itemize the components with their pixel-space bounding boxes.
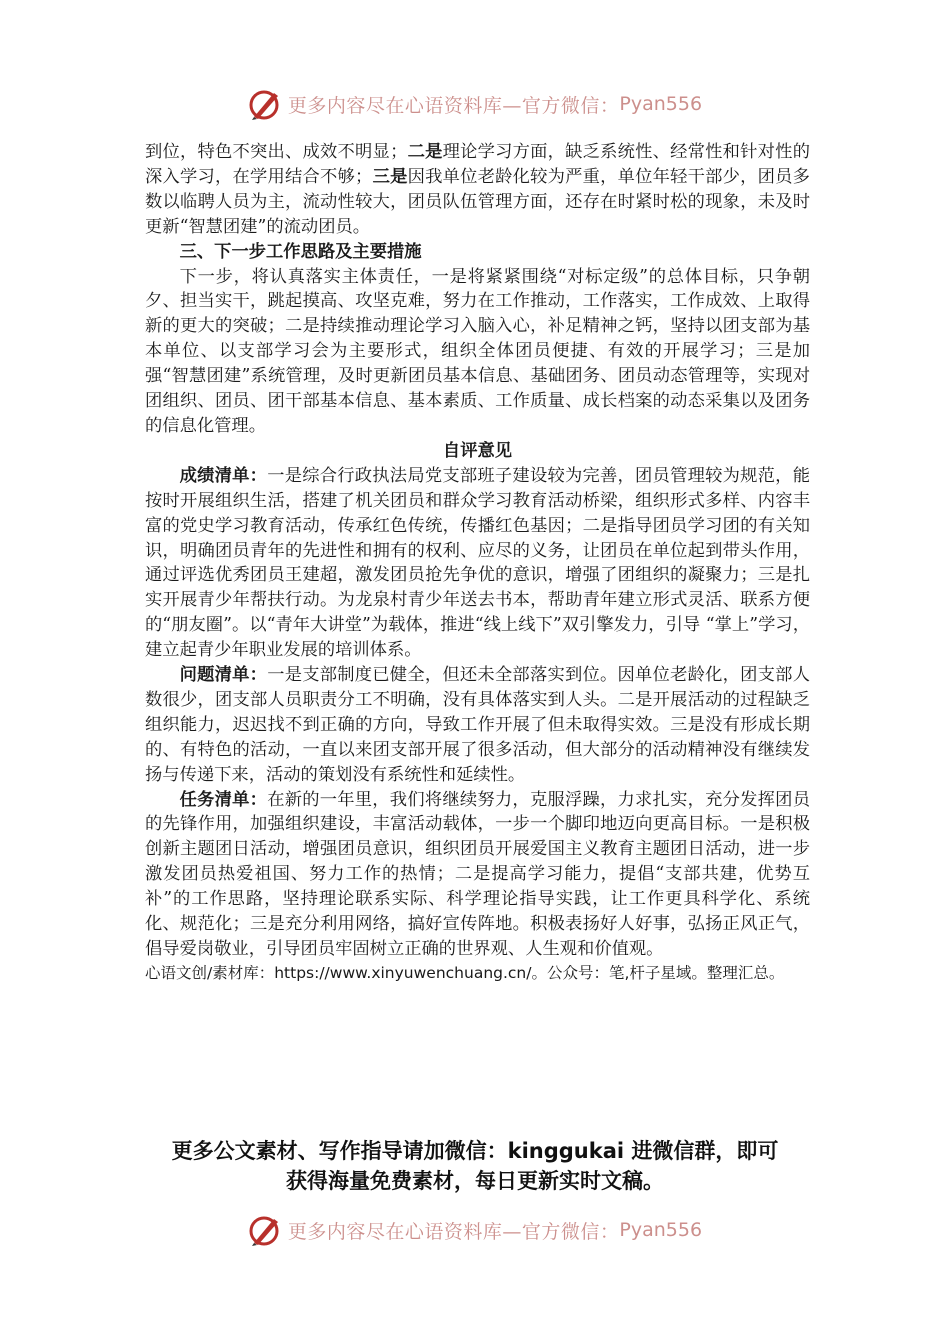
- continuation-paragraph: 到位，特色不突出、成效不明显；二是理论学习方面，缺乏系统性、经常性和针对性的深入学习，在学用结合不够；三是因我单位老龄化较为严重，单位年轻干部少，团员多数以临聘人员为主，流动性较大，团员队伍管理方面，还存在时紧时松的现象，未及时更新“智慧团建”的流动团员。: [145, 142, 810, 237]
- promo-line-2: 获得海量免费素材，每日更新实时文稿。: [286, 1169, 664, 1193]
- pen-logo-icon: [248, 1213, 282, 1247]
- section3-paragraph: 下一步，将认真落实主体责任，一是将紧紧围绕“对标定级”的总体目标，只争朝夕、担当实干，跳起摸高、攻坚克难，努力在工作推动，工作落实，工作成效、上取得新的更大的突破；二是持续推动理论学习入脑入心，补足精神之钙，坚持以团支部为基本单位、以支部学习会为主要形式，组织全体团员便捷、有效的开展学习；三是加强“智慧团建”系统管理，及时更新团员基本信息、基础团务、团员动态管理等，实现对团组织、团员、团干部基本信息、基本素质、工作质量、成长档案的动态采集以及团务的信息化管理。: [145, 266, 810, 436]
- banner-wechat-id: Pyan556: [619, 93, 703, 115]
- pen-logo-icon: [248, 87, 282, 121]
- footer-banner-text: 更多内容尽在心语资料库—官方微信：: [287, 1220, 620, 1243]
- source-note: 心语文创/素材库：https://www.xinyuwenchuang.cn/。公众号：笔,杆子星域。整理汇总。: [145, 963, 785, 982]
- section3-heading: 三、下一步工作思路及主要措施: [179, 241, 422, 262]
- document-body: [145, 140, 810, 984]
- self-eval-title: 自评意见: [442, 440, 513, 461]
- header-banner: [0, 84, 950, 124]
- achievements-label: 成绩清单：: [179, 465, 268, 486]
- promo-block: [130, 1136, 820, 1196]
- footer-banner-wechat-id: Pyan556: [619, 1219, 703, 1241]
- footer-banner: [0, 1210, 950, 1250]
- tasks-paragraph: 任务清单：在新的一年里，我们将继续努力，克服浮躁，力求扎实，充分发挥团员的先锋作用，加强组织建设，丰富活动载体，一步一个脚印地迈向更高目标。一是积极创新主题团日活动，增强团员意识，组织团员开展爱国主义教育主题团日活动，进一步激发团员热爱祖国、努力工作的热情；二是提高学习能力，提倡“支部共建，优势互补”的工作思路，坚持理论联系实际、科学理论指导实践，让工作更具科学化、系统化、规范化；三是充分利用网络，搞好宣传阵地。积极表扬好人好事，弘扬正风正气，倡导爱岗敬业，引导团员牢固树立正确的世界观、人生观和价值观。: [145, 789, 810, 959]
- promo-line-1: 更多公文素材、写作指导请加微信：kinggukai 进微信群，即可: [171, 1139, 779, 1163]
- achievements-paragraph: 成绩清单：一是综合行政执法局党支部班子建设较为完善，团员管理较为规范，能按时开展组织生活，搭建了机关团员和群众学习教育活动桥梁，组织形式多样、内容丰富的党史学习教育活动，传承红色传统，传播红色基因；二是指导团员学习团的有关知识，明确团员青年的先进性和拥有的权利、应尽的义务，让团员在单位起到带头作用，通过评选优秀团员王建超，激发团员抢先争优的意识，增强了团组织的凝聚力；三是扎实开展青少年帮扶行动。为龙泉村青少年送去书本，帮助青年建立形式灵活、联系方便的“朋友圈”。以“青年大讲堂”为载体，推进“线上线下”双引擎发力，引导 “掌上”学习，建立起青少年职业发展的培训体系。: [145, 465, 810, 661]
- banner-text: 更多内容尽在心语资料库—官方微信：: [287, 94, 620, 117]
- problems-paragraph: 问题清单：一是支部制度已健全，但还未全部落实到位。因单位老龄化，团支部人数很少，团支部人员职责分工不明确，没有具体落实到人头。二是开展活动的过程缺乏组织能力，迟迟找不到正确的方向，导致工作开展了但未取得实效。三是没有形成长期的、有特色的活动，一直以来团支部开展了很多活动，但大部分的活动精神没有继续发扬与传递下来，活动的策划没有系统性和延续性。: [145, 665, 810, 785]
- tasks-label: 任务清单：: [179, 789, 268, 810]
- problems-label: 问题清单：: [179, 665, 268, 686]
